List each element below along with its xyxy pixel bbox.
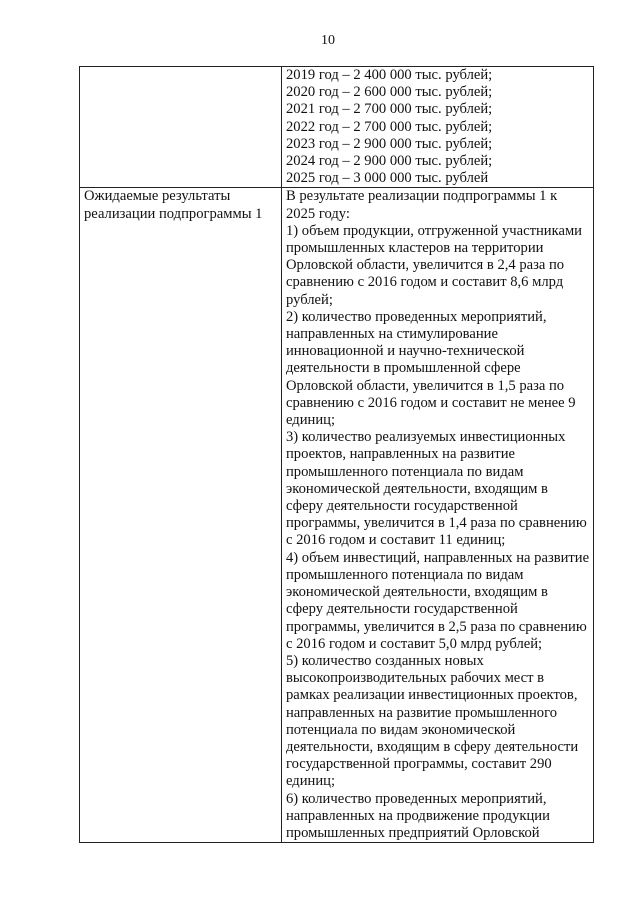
text-line: промышленного потенциала по видам — [286, 566, 524, 583]
text-line: высокопроизводительных рабочих мест в — [286, 670, 545, 687]
table-row-funding — [80, 67, 594, 188]
text-line: инновационной и научно-технической — [286, 343, 525, 360]
content-cell-expected-results — [282, 188, 594, 843]
text-line: сферу деятельности государственной — [286, 498, 518, 515]
text-line: 2024 год – 2 900 000 тыс. рублей; — [286, 153, 493, 170]
text-line: 3) количество реализуемых инвестиционных — [286, 429, 566, 446]
text-line: Орловской области, увеличится в 2,4 раза по — [286, 257, 565, 274]
text-line: сравнению с 2016 годом и составит 8,6 млрд — [286, 274, 564, 291]
text-line: экономической деятельности, входящим в — [286, 480, 548, 497]
page-number: 10 — [321, 33, 335, 48]
text-line: 4) объем инвестиций, направленных на развитие — [286, 549, 590, 566]
text-line: промышленных кластеров на территории — [286, 240, 544, 257]
text-line: промышленных предприятий Орловской — [286, 824, 540, 841]
text-line: 5) количество созданных новых — [286, 652, 484, 669]
label-cell-funding — [80, 67, 282, 188]
text-line: Орловской области, увеличится в 1,5 раза по — [286, 377, 565, 394]
text-line: сравнению с 2016 годом и составит не менее 9 — [286, 394, 576, 411]
text-line: направленных на развитие промышленного — [286, 704, 557, 721]
text-line: с 2016 годом и составит 5,0 млрд рублей; — [286, 635, 543, 652]
text-line: 2023 год – 2 900 000 тыс. рублей; — [286, 135, 493, 152]
document-table — [79, 66, 594, 843]
text-line: 2021 год – 2 700 000 тыс. рублей; — [286, 101, 493, 118]
text-line: В результате реализации подпрограммы 1 к — [286, 188, 558, 205]
text-line: реализации подпрограммы 1 — [84, 205, 263, 222]
text-line: рамках реализации инвестиционных проектов, — [286, 687, 578, 704]
text-line: единиц; — [286, 412, 336, 429]
text-line: сферу деятельности государственной — [286, 601, 518, 618]
text-line: 2) количество проведенных мероприятий, — [286, 308, 547, 325]
text-line: рублей; — [286, 291, 333, 308]
text-line: государственной программы, составит 290 — [286, 756, 552, 773]
text-line: проектов, направленных на развитие — [286, 446, 515, 463]
text-line: 2025 год – 3 000 000 тыс. рублей — [286, 170, 489, 187]
text-line: 2020 год – 2 600 000 тыс. рублей; — [286, 84, 493, 101]
text-line: 6) количество проведенных мероприятий, — [286, 790, 547, 807]
text-line: 1) объем продукции, отгруженной участниками — [286, 222, 582, 239]
text-line: экономической деятельности, входящим в — [286, 584, 548, 601]
text-line: направленных на стимулирование — [286, 326, 498, 343]
content-cell-funding — [282, 67, 594, 188]
text-line: с 2016 годом и составит 11 единиц; — [286, 532, 506, 549]
table-row-expected-results — [80, 188, 594, 843]
label-cell-expected-results — [80, 188, 282, 843]
text-line: 2022 год – 2 700 000 тыс. рублей; — [286, 118, 493, 135]
text-line: программы, увеличится в 2,5 раза по сравнению — [286, 618, 587, 635]
text-line: программы, увеличится в 1,4 раза по сравнению — [286, 515, 587, 532]
text-line: Ожидаемые результаты — [84, 188, 231, 205]
text-line: 2019 год – 2 400 000 тыс. рублей; — [286, 67, 493, 83]
text-line: потенциала по видам экономической — [286, 721, 516, 738]
text-line: деятельности, входящим в сферу деятельности — [286, 738, 579, 755]
text-line: единиц; — [286, 773, 336, 790]
text-line: 2025 году: — [286, 205, 350, 222]
text-line: деятельности в промышленной сфере — [286, 360, 521, 377]
text-line: направленных на продвижение продукции — [286, 807, 550, 824]
text-line: промышленного потенциала по видам — [286, 463, 524, 480]
